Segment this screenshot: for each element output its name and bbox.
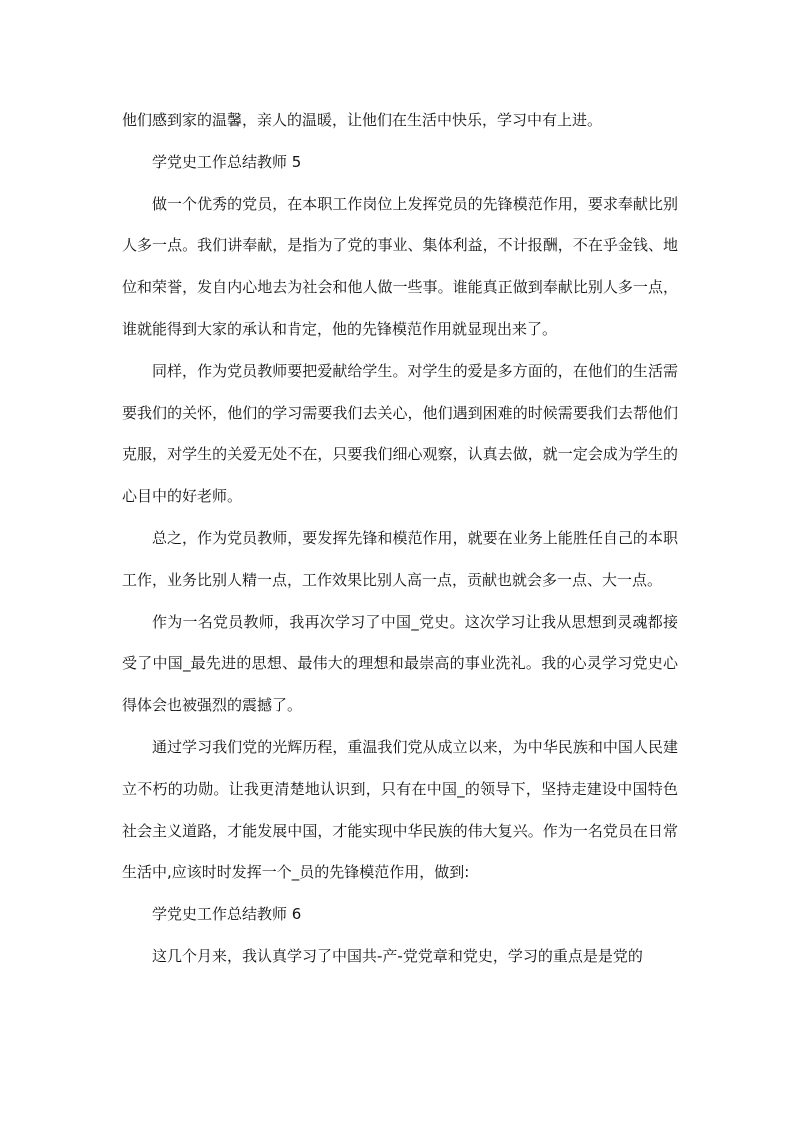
paragraph: 这几个月来，我认真学习了中国共-产-党党章和党史，学习的重点是是党的 xyxy=(152,946,643,965)
paragraph: 通过学习我们党的光辉历程，重温我们党从成立以来，为中华民族和中国人民建立不朽的功勋。让我更清楚地认识到，只有在中国_的领导下，坚持走建设中国特色社会主义道路，才能发展中国，才能实现中华民族的伟大复兴。作为一名党员在日常生活中,应该时时发挥一个_员的先锋模范作用，做到: xyxy=(122,737,678,882)
section-heading-5: 学党史工作总结教师 5 xyxy=(152,152,302,171)
paragraph: 做一个优秀的党员，在本职工作岗位上发挥党员的先锋模范作用，要求奉献比别人多一点。我们讲奉献，是指为了党的事业、集体利益，不计报酬，不在乎金钱、地位和荣誉，发自内心地去为社会和他人做一些事。谁能真正做到奉献比别人多一点，谁就能得到大家的承认和肯定，他的先锋模范作用就显现出来了。 xyxy=(122,194,678,338)
paragraph: 总之，作为党员教师，要发挥先锋和模范作用，就要在业务上能胜任自己的本职工作，业务比别人精一点，工作效果比别人高一点，贡献也就会多一点、大一点。 xyxy=(122,528,678,589)
paragraph: 作为一名党员教师，我再次学习了中国_党史。这次学习让我从思想到灵魂都接受了中国_最先进的思想、最伟大的理想和最崇高的事业洗礼。我的心灵学习党史心得体会也被强烈的震撼了。 xyxy=(122,612,678,715)
section-heading-6: 学党史工作总结教师 6 xyxy=(152,905,302,924)
paragraph: 同样，作为党员教师要把爱献给学生。对学生的爱是多方面的，在他们的生活需要我们的关怀，他们的学习需要我们去关心，他们遇到困难的时候需要我们去帮他们克服，对学生的关爱无处不在，只要我们细心观察，认真去做，就一定会成为学生的心目中的好老师。 xyxy=(122,361,678,506)
document-body xyxy=(122,100,678,978)
paragraph-continued: 他们感到家的温馨，亲人的温暖，让他们在生活中快乐，学习中有上进。 xyxy=(122,111,603,129)
